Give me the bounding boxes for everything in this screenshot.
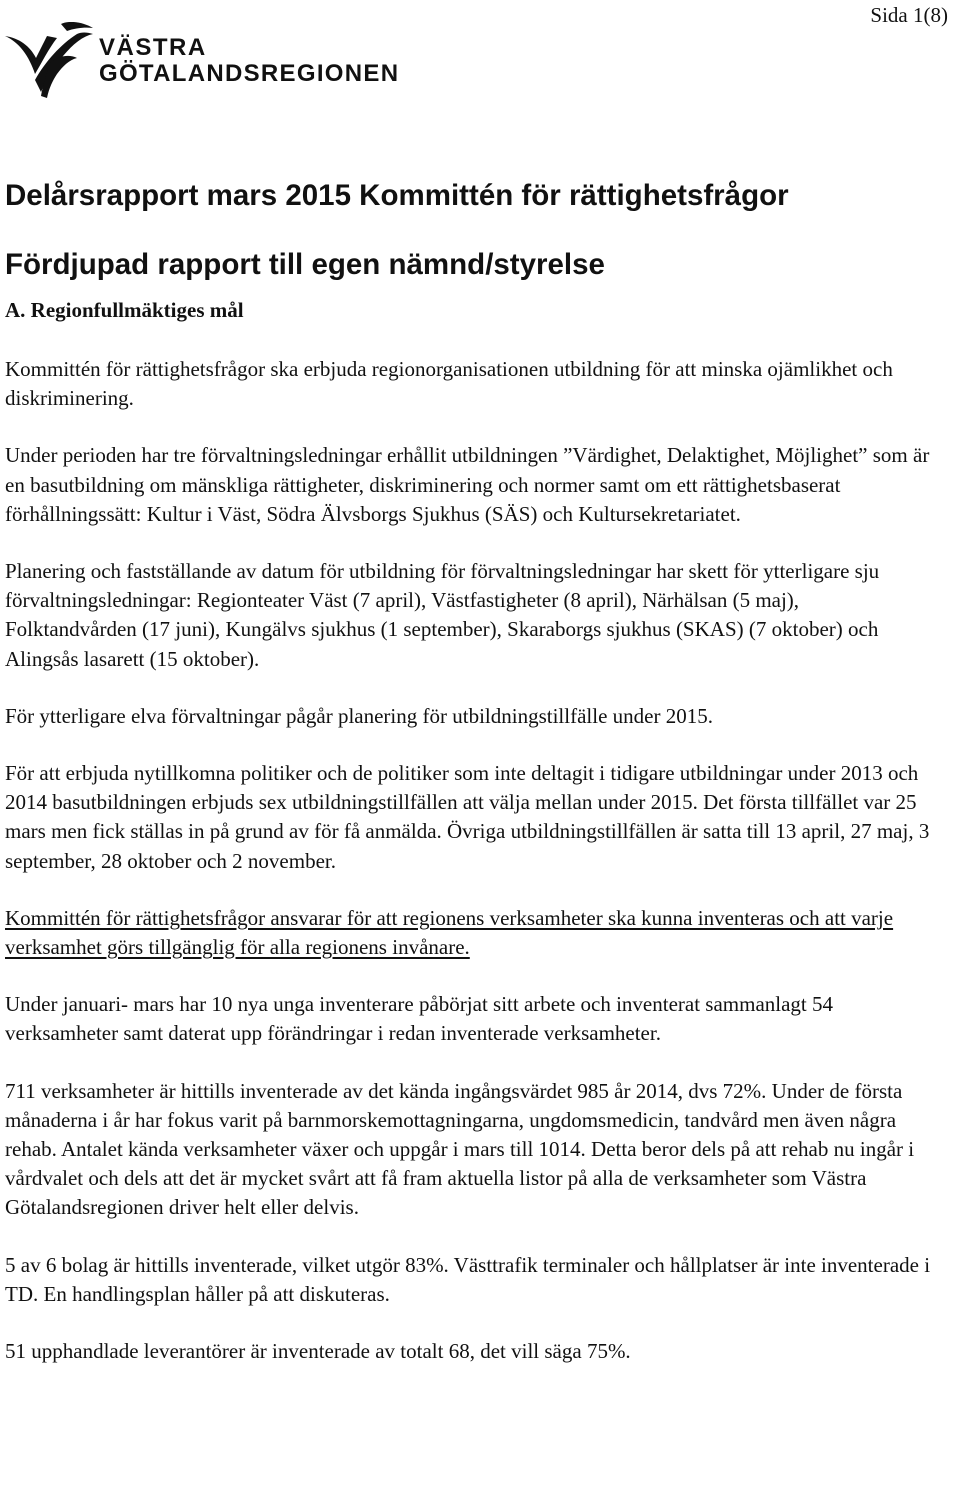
paragraph-training-goal: Kommittén för rättighetsfrågor ska erbjuda regionorganisationen utbildning för att minska ojämlikhet och diskriminering. bbox=[5, 357, 893, 411]
logo-mark-icon bbox=[5, 22, 97, 108]
paragraph-inventory-status: 711 verksamheter är hittills inventerade av det kända ingångsvärdet 985 år 2014, dvs 72%. Under de första månaderna i år har fokus varit på barnmorskemottagningarna, ungdomsmedicin, tandvård men även några rehab. Antalet kända verksamheter växer och uppgår i mars till 1014. Detta beror dels på att rehab nu ingår i vårdvalet och dels att det är mycket svårt att få fram aktuella listor på alla de verksamheter som Västra Götalandsregionen driver helt eller delvis. bbox=[5, 1078, 915, 1220]
document-body bbox=[5, 355, 933, 1394]
paragraph-companies-status: 5 av 6 bolag är hittills inventerade, vilket utgör 83%. Västtrafik terminaler och hållplatser är inte inventerade i TD. En handlingsplan håller på att diskuteras. bbox=[5, 1252, 931, 1306]
paragraph-inventory-work: Under januari- mars har 10 nya unga inventerare påbörjat sitt arbete och inventerat sammanlagt 54 verksamheter samt daterat upp förändringar i redan inventerade verksamheter. bbox=[5, 992, 834, 1046]
organization-logo bbox=[5, 22, 400, 108]
document-subtitle: Fördjupad rapport till egen nämnd/styrelse bbox=[5, 248, 605, 281]
section-heading: A. Regionfullmäktiges mål bbox=[5, 298, 244, 322]
logo-text-line2: GÖTALANDSREGIONEN bbox=[99, 60, 400, 87]
paragraph-politician-training: För att erbjuda nytillkomna politiker och de politiker som inte deltagit i tidigare utbildningar under 2013 och 2014 basutbildningen erbjuds sex utbildningstillfällen att välja mellan under 2015. Det första tillfället var 25 mars men fick ställas in på grund av för få anmälda. Övriga utbildningstillfällen är satta till 13 april, 27 maj, 3 september, 28 oktober och 2 november. bbox=[5, 761, 930, 873]
paragraph-further-planning: För ytterligare elva förvaltningar pågår planering för utbildningstillfälle under 2015. bbox=[5, 703, 713, 728]
document-title: Delårsrapport mars 2015 Kommittén för rättighetsfrågor bbox=[5, 179, 789, 212]
paragraph-accessibility-goal: Kommittén för rättighetsfrågor ansvarar för att regionens verksamheter ska kunna inventeras och att varje verksamhet görs tillgänglig för alla regionens invånare. bbox=[5, 905, 894, 960]
paragraph-suppliers-status: 51 upphandlade leverantörer är inventerade av totalt 68, det vill säga 75%. bbox=[5, 1339, 631, 1364]
paragraph-planned-trainings: Planering och fastställande av datum för utbildning för förvaltningsledningar har skett för ytterligare sju förvaltningsledningar: Regionteater Väst (7 april), Västfastigheter (8 april), Närhälsan (5 maj), Folktandvården (17 juni), Kungälvs sjukhus (1 september), Skaraborgs sjukhus (SKAS) (7 oktober) och Alingsås lasarett (15 oktober). bbox=[5, 559, 880, 671]
logo-text-line1: VÄSTRA bbox=[99, 34, 207, 61]
paragraph-trainings-held: Under perioden har tre förvaltningsledningar erhållit utbildningen ”Värdighet, Delaktighet, Möjlighet” som är en basutbildning om mänskliga rättigheter, diskriminering och normer samt om ett rättighetsbaserat förhållningssätt: Kultur i Väst, Södra Älvsborgs Sjukhus (SÄS) och Kultursekretariatet. bbox=[5, 443, 930, 526]
page-number: Sida 1(8) bbox=[870, 3, 948, 27]
